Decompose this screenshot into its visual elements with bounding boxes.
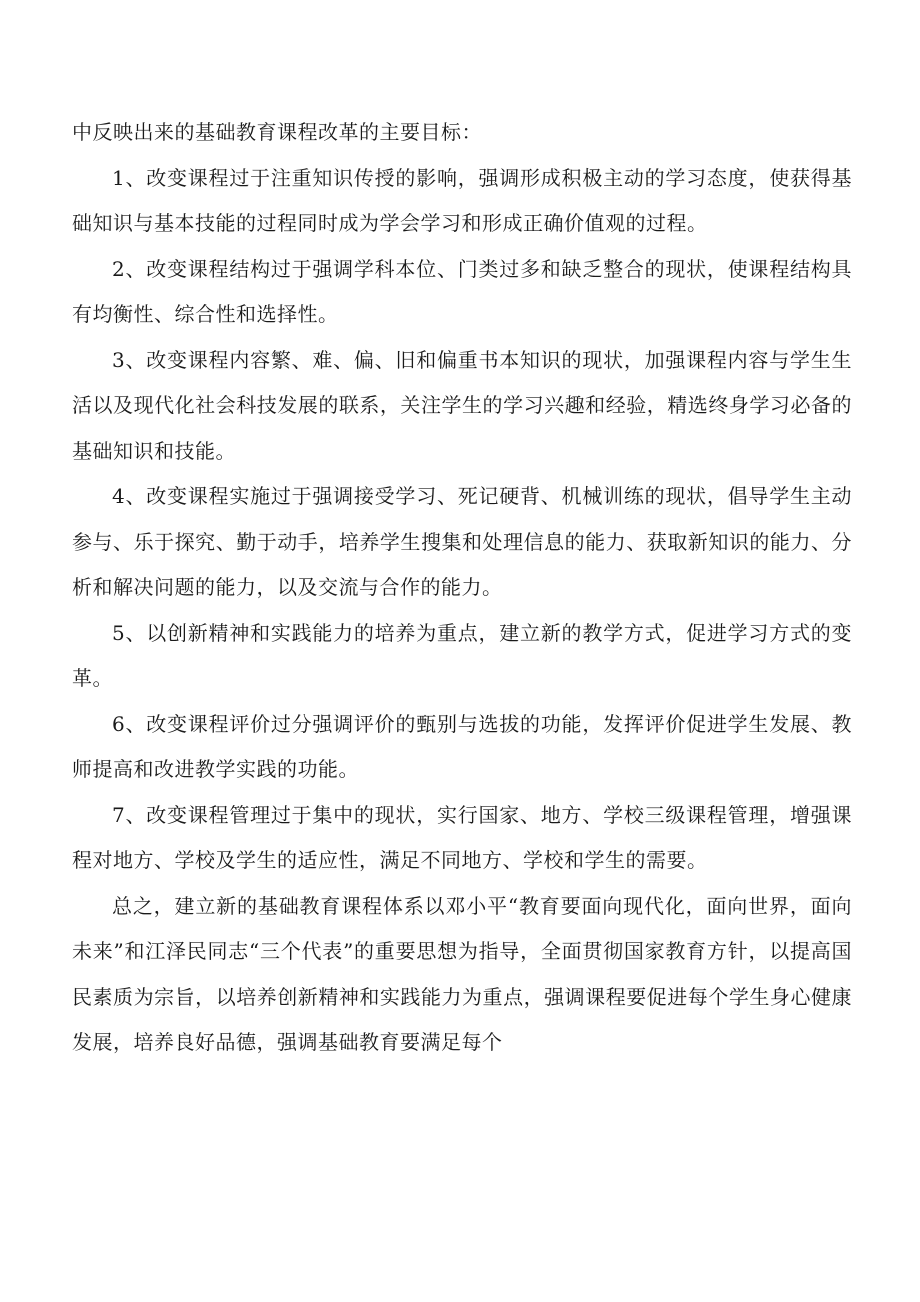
document-body — [72, 110, 852, 1066]
paragraph-goal-2: 2、改变课程结构过于强调学科本位、门类过多和缺乏整合的现状，使课程结构具有均衡性、综合性和选择性。 — [72, 256, 852, 326]
intro-line: 中反映出来的基础教育课程改革的主要目标： — [72, 120, 482, 144]
paragraph-goal-1: 1、改变课程过于注重知识传授的影响，强调形成积极主动的学习态度，使获得基础知识与基本技能的过程同时成为学会学习和形成正确价值观的过程。 — [72, 165, 852, 235]
paragraph-summary: 总之，建立新的基础教育课程体系以邓小平“教育要面向现代化，面向世界，面向未来”和江泽民同志“三个代表”的重要思想为指导，全面贯彻国家教育方针，以提高国民素质为宗旨，以培养创新精神和实践能力为重点，强调课程要促进每个学生身心健康发展，培养良好品德，强调基础教育要满足每个 — [72, 893, 852, 1054]
paragraph-goal-3: 3、改变课程内容繁、难、偏、旧和偏重书本知识的现状，加强课程内容与学生生活以及现代化社会科技发展的联系，关注学生的学习兴趣和经验，精选终身学习必备的基础知识和技能。 — [72, 347, 852, 463]
paragraph-goal-4: 4、改变课程实施过于强调接受学习、死记硬背、机械训练的现状，倡导学生主动参与、乐于探究、勤于动手，培养学生搜集和处理信息的能力、获取新知识的能力、分析和解决问题的能力，以及交流与合作的能力。 — [72, 484, 852, 599]
paragraph-goal-6: 6、改变课程评价过分强调评价的甄别与选拔的功能，发挥评价促进学生发展、教师提高和改进教学实践的功能。 — [72, 711, 852, 781]
paragraph-goal-5: 5、以创新精神和实践能力的培养为重点，建立新的教学方式，促进学习方式的变革。 — [72, 620, 852, 690]
paragraph-goal-7: 7、改变课程管理过于集中的现状，实行国家、地方、学校三级课程管理，增强课程对地方、学校及学生的适应性，满足不同地方、学校和学生的需要。 — [72, 802, 852, 872]
